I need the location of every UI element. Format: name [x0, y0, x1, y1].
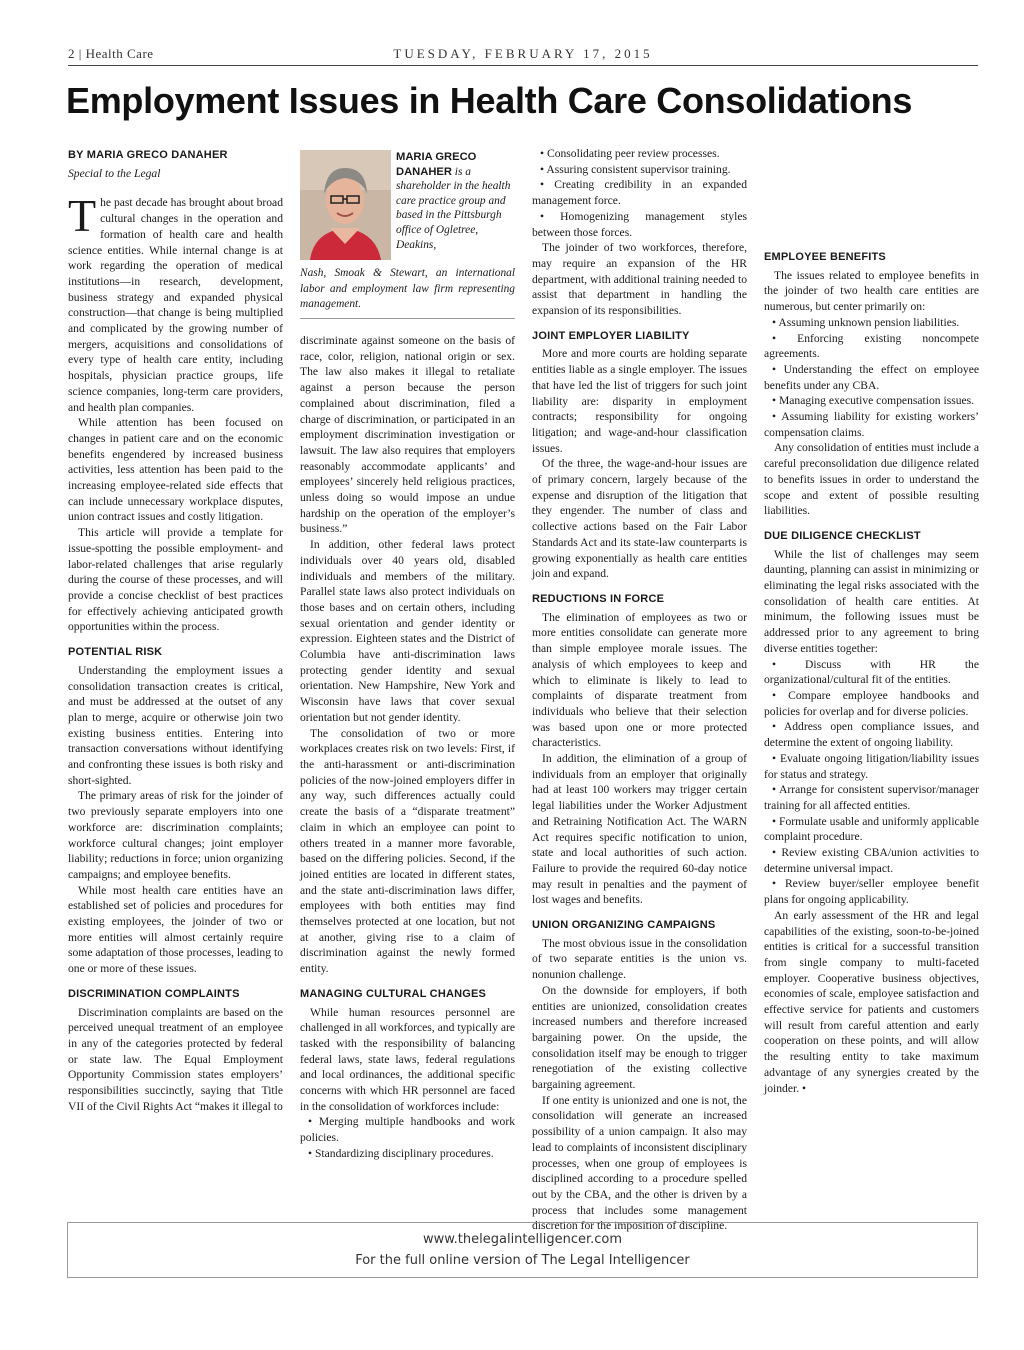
- body-paragraph: The joinder of two workforces, therefore, may require an expansion of the HR department, with additional training needed to assist that department in handling the expansion of its responsibilities.: [532, 241, 747, 318]
- author-bio-box: [300, 146, 515, 319]
- body-paragraph: The most obvious issue in the consolidation of two separate entities is the union vs. nonunion challenge.: [532, 936, 747, 982]
- bullet-item: • Merging multiple handbooks and work policies.: [300, 1115, 515, 1145]
- author-bio-continued: Nash, Smoak & Stewart, an international labor and employment law firm representing management.: [300, 267, 515, 310]
- column-1: [68, 146, 283, 1114]
- section-heading-benefits: EMPLOYEE BENEFITS: [764, 251, 886, 263]
- bullet-item: • Standardizing disciplinary procedures.: [308, 1146, 494, 1160]
- drop-cap: T: [68, 190, 97, 242]
- section-heading-discrimination: DISCRIMINATION COMPLAINTS: [68, 987, 240, 1000]
- body-paragraph: The elimination of employees as two or more entities consolidate can generate more than simple employee morale issues. The analysis of which employees to keep and which to eliminate is likely to lead to complaints of disparate treatment from individuals who believe that their selection was based upon one or more protected characteristics.: [532, 610, 747, 750]
- checklist-item: • Arrange for consistent supervisor/manager training for all affected entities.: [764, 783, 979, 812]
- body-paragraph: The consolidation of two or more workplaces creates risk on two levels: First, if the anti-harassment or anti-discrimination policies of the now-joined employers differ in any way, such differences actually could create the basis of a “disparate treatment” claim in which an employee can point to others treated in a manner more favorable, based on the differing policies. Second, if the joined entities are located in different states, and the state anti-discrimination laws differ, employees with both entities may find themselves protected at one location, but not at another, giving rise to a claim of discrimination against the newly formed entity.: [300, 726, 515, 976]
- checklist-item: • Evaluate ongoing litigation/liability issues for status and strategy.: [764, 751, 979, 781]
- body-paragraph: Discrimination complaints are based on the perceived unequal treatment of an employee in any of the categories protected by federal or state law. The Equal Employment Opportunity Commission states employers’ responsibilities succinctly, saying that Title VII of the Civil Rights Act “makes it illegal to: [68, 1005, 283, 1113]
- header-rule: [68, 65, 978, 66]
- bullet-item: • Consolidating peer review processes.: [540, 147, 720, 160]
- body-paragraph: Understanding the employment issues a consolidation transaction creates is critical, and must be addressed at the outset of any plan to merge, acquire or otherwise join two existing business entities. Entering into transaction conversations without identifying and confronting these issues is both risky and short-sighted.: [68, 663, 283, 787]
- body-paragraph: In addition, the elimination of a group of individuals from an employer that originally had at least 100 workers may trigger certain legal liabilities under the Worker Adjustment and Retraining Notification Act. The WARN Act requires specific notification to union, state and local authorities of such action. Failure to provide the required 60-day notice may result in penalties and the payment of lost wages and benefits.: [532, 752, 747, 907]
- body-paragraph: While the list of challenges may seem daunting, planning can assist in minimizing or eliminating the legal risks associated with the consolidation of health care entities. At minimum, the following issues must be addressed prior to any agreement to bring diverse entities together:: [764, 547, 979, 655]
- intro-paragraph: This article will provide a template for issue-spotting the possible employment- and labor-related challenges that arise regularly during the course of these processes, and will provide a concise checklist of best practices for effectively achieving anticipated growth opportunities within the process.: [68, 526, 283, 634]
- author-name: MARIA GRECO DANAHER: [396, 151, 477, 178]
- checklist-item: • Compare employee handbooks and policies for overlap and for diverse policies.: [764, 688, 979, 718]
- special-note: Special to the Legal: [68, 166, 161, 180]
- author-bio-start: is a shareholder in the health care practice group and based in the Pittsburgh office of Ogletree, Deakins,: [396, 165, 511, 251]
- section-label: 2 | Health Care: [68, 46, 154, 61]
- checklist-item: • Discuss with HR the organizational/cultural fit of the entities.: [764, 657, 979, 687]
- body-paragraph: In addition, other federal laws protect individuals over 40 years old, disabled individuals and members of the military. Parallel state laws also protect individuals on those bases and on certain others, including sexual orientation and gender identity or expression. Eighteen states and the District of Columbia have anti-discrimination laws protecting gender identity and sexual orientation. New Hampshire, New York and Wisconsin have laws that cover sexual orientation but not gender identity.: [300, 538, 515, 724]
- body-paragraph: Of the three, the wage-and-hour issues are of primary concern, largely because of the expense and disruption of the litigation that they engender. The number of class and collective actions based on the Fair Labor Standards Act and its state-law counterparts is growing exponentially as health care entities join and expand.: [532, 457, 747, 581]
- body-paragraph: While most health care entities have an established set of policies and procedures for existing employees, the joinder of two or more entities will almost certainly require some adaptation of those processes, leading to one or more of these issues.: [68, 883, 283, 976]
- bullet-item: • Understanding the effect on employee benefits under any CBA.: [764, 362, 979, 392]
- bullet-item: • Enforcing existing noncompete agreements.: [764, 331, 979, 361]
- bullet-item: • Assuming liability for existing workers’ compensation claims.: [764, 410, 979, 439]
- bullet-item: • Homogenizing management styles between those forces.: [532, 209, 747, 239]
- byline: BY MARIA GRECO DANAHER: [68, 149, 228, 161]
- footer-url[interactable]: www.thelegalintelligencer.com: [422, 1232, 623, 1247]
- body-paragraph: discriminate against someone on the basis of race, color, religion, national origin or sex. The law also makes it illegal to retaliate against a person because the person complained about discrimination, filed a charge of discrimination, or participated in an employment discrimination investigation or lawsuit. The law also requires that employers reasonably accommodate applicants’ and employees’ sincerely held religious practices, unless doing so would impose an undue hardship on the operation of the employer’s business.”: [300, 334, 515, 536]
- checklist-item: • Address open compliance issues, and determine the extent of ongoing liability.: [764, 720, 979, 750]
- body-paragraph: The issues related to employee benefits in the joinder of two health care entities are numerous, but center primarily on:: [764, 268, 979, 314]
- author-bio-text: [396, 150, 515, 252]
- section-heading-cultural: MANAGING CULTURAL CHANGES: [300, 987, 487, 1000]
- intro-paragraph: The past decade has brought about broad cultural changes in the operation and formation of health care and health science entities. While internal change is at work regarding the operation of medical institutions—in research, development, business strategy and expanded physical construction—that change is being multiplied and complicated by the growing number of mergers, acquisitions and consolidations of every type of health care entity, including hospitals, physician practice groups, life science companies, long-term care providers, and health plan companies.: [68, 190, 283, 414]
- column-4: [764, 146, 979, 1096]
- section-heading-joint-employer: JOINT EMPLOYER LIABILITY: [532, 329, 690, 342]
- footer-tagline: For the full online version of The Legal Intelligencer: [355, 1253, 690, 1268]
- closing-paragraph: An early assessment of the HR and legal capabilities of the existing, soon-to-be-joined entities is critical for a successful transition from single company to multi-faceted employer. Cooperative business objectives, economies of scale, employee satisfaction and effective service for patients and customers will result from careful attention and early cooperation on these points, and will allow the resulting entity to take maximum advantage of any synergies created by the joinder. •: [764, 908, 979, 1095]
- section-heading-potential-risk: POTENTIAL RISK: [68, 646, 163, 659]
- author-photo: [300, 150, 391, 260]
- body-paragraph: More and more courts are holding separate entities liable as a single employer. The issues that have led the list of triggers for such joint liability are: disparity in employment contracts; responsibility for ongoing litigation; and wage-and-hour classification issues.: [532, 347, 747, 455]
- body-paragraph: The primary areas of risk for the joinder of two previously separate employers into one workforce are: discrimination complaints; workforce cultural changes; joint employer liability; reductions in force; union organizing campaigns; and employee benefits.: [68, 789, 283, 881]
- footer-promo-box: [67, 1222, 978, 1278]
- article-title: Employment Issues in Health Care Consolidations: [66, 80, 913, 121]
- bullet-item: • Assuring consistent supervisor training.: [540, 162, 731, 176]
- column-2: [300, 146, 515, 1162]
- body-paragraph: Any consolidation of entities must include a careful preconsolidation due diligence related to benefits issues in order to understand the scope and extent of possible resulting liabilities.: [764, 441, 979, 518]
- section-heading-checklist: DUE DILIGENCE CHECKLIST: [764, 529, 921, 542]
- body-paragraph: While human resources personnel are challenged in all workforces, and typically are tasked with the responsibility of balancing federal laws, state laws, federal regulations and local ordinances, the additional specific concerns with which HR personnel are faced in the consolidation of workforces include:: [300, 1005, 515, 1113]
- checklist-item: • Review buyer/seller employee benefit plans for ongoing applicability.: [764, 877, 979, 907]
- column-3: [532, 146, 747, 1234]
- body-paragraph: On the downside for employers, if both entities are unionized, consolidation creates increased numbers and therefore increased bargaining power. On the upside, the consolidation itself may be enough to trigger renegotiation of the existing collective bargaining agreement.: [532, 983, 747, 1092]
- section-heading-union: UNION ORGANIZING CAMPAIGNS: [532, 919, 716, 932]
- issue-date: TUESDAY, FEBRUARY 17, 2015: [393, 46, 653, 61]
- running-header: [68, 46, 978, 64]
- author-portrait-image: [300, 150, 391, 260]
- bullet-item: • Assuming unknown pension liabilities.: [772, 315, 960, 329]
- checklist-item: • Formulate usable and uniformly applicable complaint procedure.: [764, 814, 979, 844]
- section-heading-reductions: REDUCTIONS IN FORCE: [532, 592, 665, 605]
- body-paragraph: If one entity is unionized and one is not, the consolidation will generate an increased possibility of a union campaign. It also may lead to complaints of inconsistent disciplinary processes, when one group of employees is disciplined according to a procedure spelled out by the CBA, and the other is driven by a process that includes some management discretion for the imposition of discipline.: [532, 1093, 747, 1233]
- intro-paragraph: While attention has been focused on changes in patient care and on the economic benefits engendered by increased business activities, less attention has been paid to the increasing employee-related side effects that can include unnecessary workplace disputes, union contract issues and costly litigation.: [68, 416, 283, 524]
- bullet-item: • Managing executive compensation issues.: [772, 394, 975, 408]
- end-mark: •: [802, 1081, 807, 1095]
- bullet-item: • Creating credibility in an expanded management force.: [532, 178, 747, 208]
- checklist-item: • Review existing CBA/union activities to determine universal impact.: [764, 846, 979, 875]
